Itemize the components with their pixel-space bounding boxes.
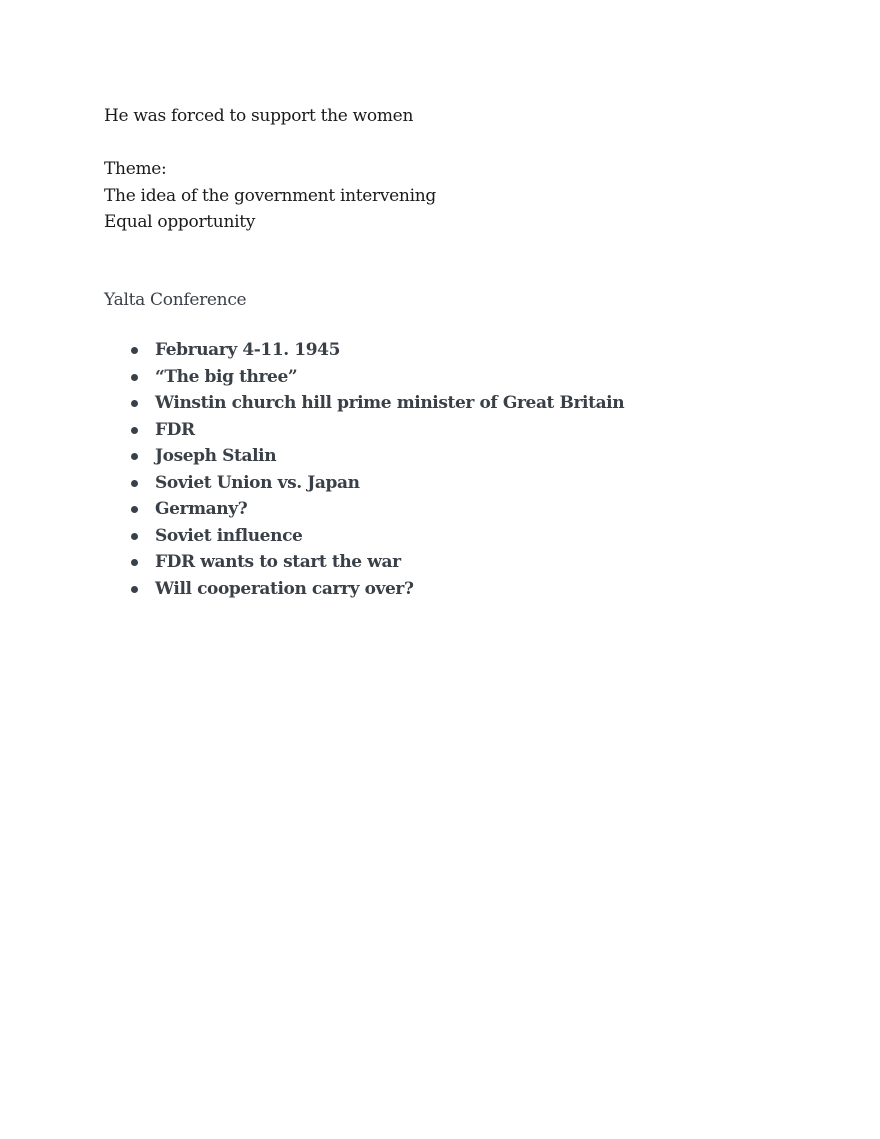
bullet-icon [131,533,138,540]
intro-block [104,103,436,236]
list-item [104,390,624,417]
bullet-icon [131,480,138,487]
bullet-icon [131,453,138,460]
list-item-text: February 4-11. 1945 [155,340,341,360]
bullet-list [104,337,624,602]
list-item [104,496,624,523]
list-item-text: Soviet Union vs. Japan [155,472,360,493]
list-item-text: Germany? [155,499,248,519]
intro-line: He was forced to support the women [104,106,414,126]
list-item-text: Soviet influence [155,525,303,546]
theme-label: Theme: [104,159,167,179]
list-item [104,470,624,497]
list-item-text: Winstin church hill prime minister of Great Britain [155,393,625,413]
section-heading: Yalta Conference [104,290,247,310]
theme-line: The idea of the government intervening [104,185,436,206]
bullet-icon [131,427,138,434]
bullet-icon [131,506,138,513]
bullet-icon [131,347,138,354]
list-item [104,417,624,444]
list-item-text: Joseph Stalin [155,446,277,466]
list-item [104,443,624,470]
list-item-text: Will cooperation carry over? [155,578,414,599]
list-item [104,364,624,391]
theme-line: Equal opportunity [104,212,256,232]
list-item [104,523,624,550]
list-item-text: “The big three” [155,366,298,387]
list-item [104,549,624,576]
paragraph-gap [104,130,436,157]
bullet-icon [131,586,138,593]
list-item [104,337,624,364]
bullet-icon [131,374,138,381]
bullet-icon [131,400,138,407]
bullet-icon [131,559,138,566]
list-item [104,576,624,603]
list-item-text: FDR [155,419,195,440]
list-item-text: FDR wants to start the war [155,552,401,572]
